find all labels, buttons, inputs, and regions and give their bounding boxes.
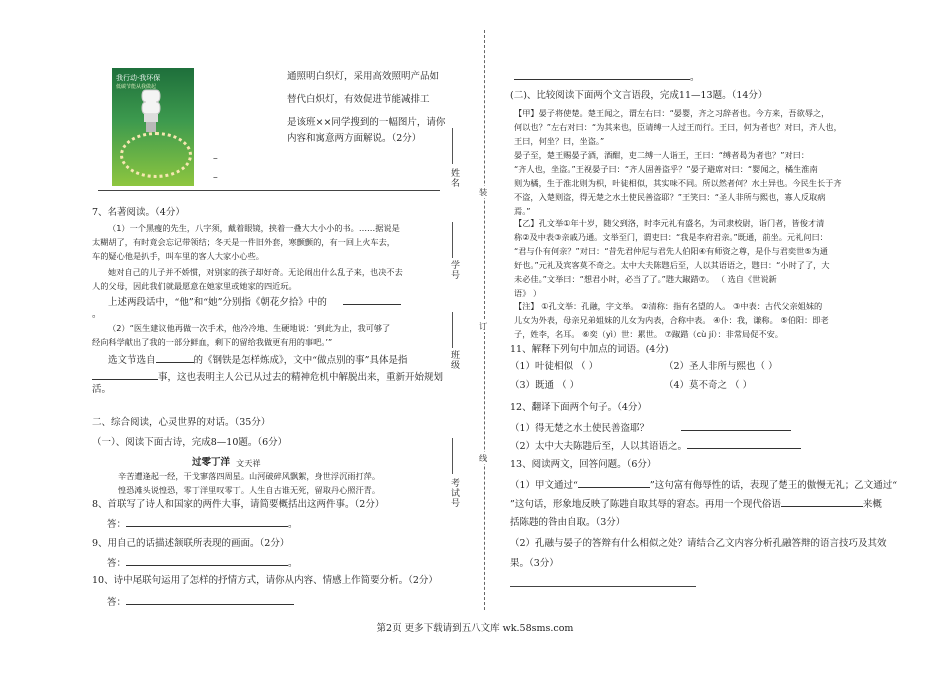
answer-blank[interactable] (514, 69, 690, 80)
answer-dash: – (213, 172, 218, 183)
section-2-heading: 二、综合阅读，心灵世界的对话。（35分） (92, 417, 271, 428)
q13-item-2-line-1: （2）孔融与晏子的答辩有什么相似之处？请结合乙文内容分析孔融答辩的语言技巧及其效 (510, 538, 887, 549)
q10-text: 10、诗中尾联句运用了怎样的抒情方式，请你从内容、情感上作简要分析。（2分） (92, 575, 438, 586)
exam-number-label: 考试号 (449, 478, 459, 508)
yi-passage-line: “君与仆有何亲？”对曰：“昔先君仲尼与君先人伯阳④有师资之尊，是仆与君奕世⑤为通 (514, 246, 828, 256)
yi-passage-line: 称②及中表③亲戚乃通。文举至门，谓吏曰：“我是李府君亲。”既通，前坐。元礼问曰： (514, 232, 828, 242)
subsection-1-heading: （一）、阅读下面古诗，完成8—10题。（6分） (92, 437, 288, 448)
name-field-label: 姓名 (449, 168, 459, 188)
class-field-label: 班级 (449, 350, 459, 370)
q8-answer (107, 516, 298, 531)
q13-text-part: （1）甲文通过“ (510, 480, 578, 491)
period: 。 (288, 558, 298, 569)
q7-select-text: 的《钢铁是怎样炼成》，文中“做点别的事”具体是指 (193, 355, 408, 366)
intro-line-1: 通照明白织灯，采用高效照明产品如 (287, 71, 440, 82)
poem-author: 文天祥 (236, 458, 261, 468)
poster-subtitle: 低碳节能从我做起 (116, 84, 157, 90)
q12-item-1 (510, 420, 791, 435)
poem-line: 辛苦遭逢起一经，干戈寥落四周星。山河破碎风飘絮，身世浮沉雨打萍。 (118, 471, 381, 481)
q7-passage-line: （1）一个黑瘦的先生，八字须，戴着眼镜，挟着一叠大大小小的书。……据说是 (108, 223, 400, 233)
name-field-line[interactable] (452, 128, 453, 164)
student-id-label: 学号 (449, 260, 459, 280)
answer-label: 答： (107, 597, 127, 608)
jia-passage-line: 何以也？”左右对曰：“为其来也，臣请缚一人过王而行。王曰，何为者也？对曰，齐人也， (514, 122, 842, 132)
answer-blank[interactable] (126, 594, 294, 605)
energy-saving-poster-image (112, 68, 194, 186)
yi-passage-line: 【乙】孔文举①年十岁，随父到洛，时李元礼有盛名，为司隶校尉，诣门者，皆俊才清 (514, 218, 825, 228)
yi-passage-line: 未必佳。”文举曰：“想君小时，必当了了。”韪大踧踖⑦。 （ 选自《世说新 (514, 274, 777, 284)
q7-blank-end: 。 (92, 309, 102, 320)
q7-passage-line: （2）“医生建议他再做一次手术，他冷冷地、生硬地说：‘到此为止，我可够了 (108, 323, 391, 333)
q13-text-part: ”这句富有侮辱性的话，表现了楚王的傲慢无礼；乙文通过“ (649, 480, 898, 491)
q9-text: 9、用自己的话描述颔联所表现的画面。（2分） (92, 538, 290, 549)
q7-passage-line: 车的疑心他是扒手，叫车里的客人大家小心些。 (92, 251, 264, 261)
q13-text-part: ”这句话，形象地反映了陈韪自取其辱的窘态。再用一个现代俗语 (510, 499, 781, 510)
q7-select-text: 事，这也表明主人公已从过去的精神危机中解脱出来，重新开始规划 (158, 372, 444, 383)
top-answer-line (514, 69, 700, 84)
q11-item-2[interactable]: （2）圣人非所与熙也（ ） (664, 361, 778, 372)
answer-blank[interactable] (343, 294, 401, 305)
q8-text: 8、首联写了诗人和国家的两件大事，请简要概括出这两件事。（2分） (92, 499, 385, 510)
q13-text-part: 来概 (862, 499, 882, 510)
binding-mark: 装 (479, 187, 488, 197)
jia-passage-line: 王曰，何坐？曰，坐盗。” (514, 136, 605, 146)
period: 。 (288, 519, 298, 530)
binding-mark: 线 (479, 453, 488, 463)
binding-mark: 订 (479, 321, 488, 331)
q13-item-2-line-2: 果。（3分） (510, 558, 559, 569)
student-id-line[interactable] (452, 222, 453, 258)
q11-item-1[interactable]: （1）叶徒相似 （ ） (510, 361, 599, 372)
answer-line[interactable] (510, 586, 696, 587)
poem-title: 过零丁洋 (192, 457, 231, 468)
q12-item-text: （1）得无楚之水土使民善盗耶？ (510, 423, 650, 434)
q12-text: 12、翻译下面两个句子。（4分） (510, 402, 647, 413)
answer-blank[interactable] (156, 352, 194, 363)
q13-item-1-line-3: 括陈韪的咎由自取。（3分） (510, 517, 626, 528)
answer-label: 答： (107, 519, 127, 530)
answer-blank[interactable] (92, 369, 158, 380)
q7-select-end: 活。 (92, 384, 112, 395)
q12-item-text: （2）太中大夫陈韪后至，人以其语语之。 (510, 441, 688, 452)
q7-passage-line: 经向科学献出了我的一部分鲜血，剩下的留给我做更有用的事吧。’” (92, 337, 333, 347)
jia-passage-line: “齐人也，坐盗。”王视晏子曰：“齐人固善盗乎？”晏子避席对曰：“婴闻之，橘生淮南 (514, 164, 818, 174)
q7-select-line (92, 369, 443, 384)
q13-item-1-line-1 (510, 477, 897, 492)
q7-passage-line: 人的父母，因此我们就最愿意在她家里或她家的四近玩。 (92, 281, 297, 291)
answer-blank[interactable] (781, 496, 863, 507)
q10-answer (107, 594, 294, 609)
bulb-icon (138, 88, 164, 136)
poem-line: 惶恐滩头说惶恐，零丁洋里叹零丁。人生自古谁无死，留取丹心照汗青。 (118, 485, 381, 495)
q7-select-line (108, 352, 407, 367)
jia-passage-line: 则为橘，生于淮北则为枳，叶徒相似，其实味不同。所以然者何？水土异也。今民生长于齐 (514, 178, 842, 188)
yi-passage-line: 好也。”元礼及宾客莫不奇之。太中大夫陈韪后至，人以其语语之，韪曰：“小时了了，大 (514, 260, 830, 270)
q11-item-3[interactable]: （3）既通 （ ） (510, 380, 580, 391)
answer-blank[interactable] (687, 438, 801, 449)
q9-answer (107, 555, 298, 570)
answer-blank[interactable] (126, 555, 288, 566)
q12-item-2 (510, 438, 801, 453)
notes-line: 【注】 ①孔文举：孔融，字文举。 ②清称：指有名望的人。 ③中表：古代父亲姐妹的 (514, 301, 823, 311)
answer-label: 答： (107, 558, 127, 569)
hands-ring-illustration (120, 132, 192, 178)
q7-passage-line: 她对自己的儿子并不娇惯，对别家的孩子却好奇。无论闹出什么乱子来，也决不去 (108, 267, 403, 277)
q7-blank-question (108, 294, 401, 309)
intro-line-3: 是该班××同学搜到的一幅图片，请你 (287, 117, 446, 128)
q7-title: 7、名著阅读。（4分） (92, 207, 185, 218)
q7-blank-text: 上述两段话中，“他”和“她”分别指《朝花夕拾》中的 (108, 297, 327, 308)
q7-passage-line: 太糊胡了，有时竟会忘记带领结；冬天是一件旧外套，寒颤颤的，有一回上火车去， (92, 237, 395, 247)
q7-select-text: 选文节选自 (108, 355, 156, 366)
intro-line-2: 替代白炽灯，有效促进节能减排工 (287, 94, 430, 105)
page-footer: 第2页 更多下载请到五八文库 wk.58sms.com (376, 623, 574, 634)
q13-item-1-line-2 (510, 496, 882, 511)
jia-passage-line: 晏子至，楚王赐晏子酒，酒酣，吏二缚一人诣王，王曰：“缚者曷为者也？”对曰： (514, 150, 810, 160)
period: 。 (690, 72, 700, 83)
jia-passage-line: 不盗，入楚则盗，得无楚之水土使民善盗耶？”王笑曰：“圣人非所与熙也，寡人反取病 (514, 192, 826, 202)
answer-blank[interactable] (578, 477, 650, 488)
q13-text: 13、阅读两文，回答问题。（6分） (510, 459, 657, 470)
notes-line: 子，姓李，名耳。 ⑥奕（yì）世：累世。 ⑦踧踖（cù jí）：非常局促不安。 (514, 329, 783, 339)
jia-passage-line: 【甲】晏子将使楚。楚王闻之，谓左右曰：“晏婴，齐之习辞者也。今方来，吾欲辱之， (514, 108, 830, 118)
subsection-2-heading: (二)、比较阅读下面两个文言语段，完成11—13题。（14分） (510, 90, 768, 101)
yi-passage-line: 语》 ） (514, 288, 542, 298)
q11-item-4[interactable]: （4）莫不奇之 （ ） (664, 380, 753, 391)
answer-blank[interactable] (126, 516, 288, 527)
class-field-line[interactable] (452, 312, 453, 348)
answer-blank[interactable] (681, 420, 791, 431)
intro-line-4: 内容和寓意两方面解说。（2分） (287, 133, 422, 144)
exam-number-line[interactable] (452, 438, 453, 474)
answer-dash: – (213, 153, 218, 164)
q11-text: 11、解释下列句中加点的词语。(4分) (510, 344, 669, 355)
notes-line: 儿女为外表，母亲兄弟姐妹的儿女为内表，合称中表。 ④仆：我，谦称。 ⑤伯阳：即老 (514, 315, 829, 325)
poster-title: 我行动·我环保 (116, 74, 161, 82)
jia-passage-line: 焉。” (514, 206, 531, 216)
answer-line (98, 190, 440, 191)
